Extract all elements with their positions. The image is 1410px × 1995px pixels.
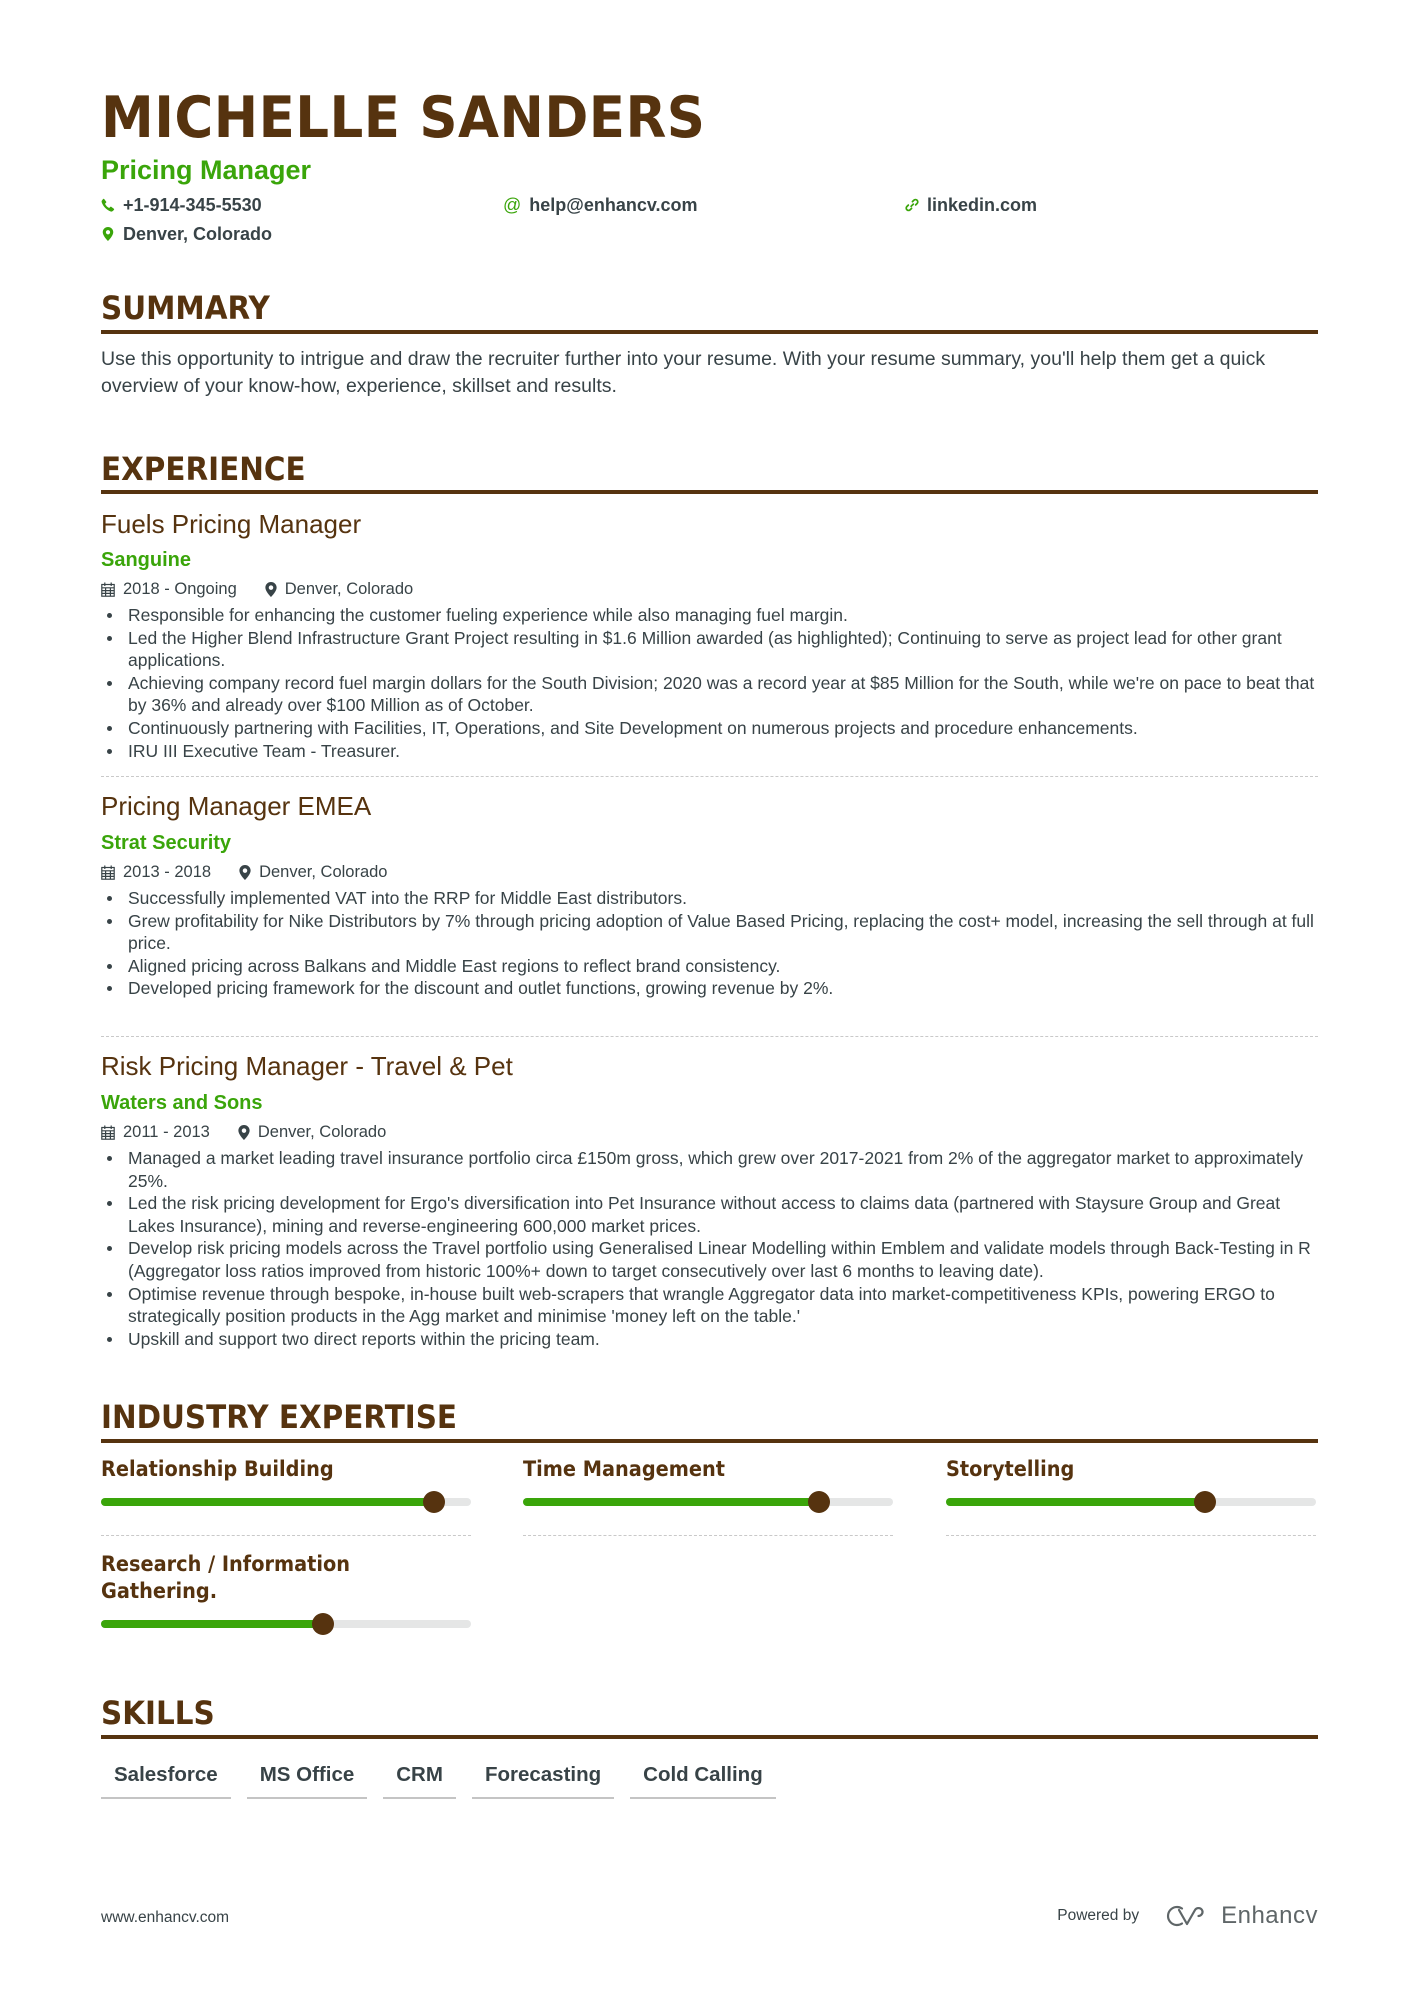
expertise-bar-fill bbox=[523, 1498, 819, 1506]
expertise-bar bbox=[101, 1620, 471, 1628]
calendar-icon bbox=[101, 582, 115, 597]
expertise-bar bbox=[946, 1498, 1316, 1506]
job-title: Risk Pricing Manager - Travel & Pet bbox=[101, 1051, 513, 1081]
location-pin-icon bbox=[238, 1125, 250, 1140]
job-meta bbox=[101, 1122, 386, 1142]
bullet-item: Continuously partnering with Facilities, IT, Operations, and Site Development on numerous projects and procedure enhancements. bbox=[101, 717, 1318, 740]
expertise-item bbox=[946, 1456, 1316, 1483]
location-pin-icon bbox=[239, 865, 251, 880]
phone-text: +1-914-345-5530 bbox=[123, 195, 262, 215]
brand-name: Enhancv bbox=[1221, 1902, 1318, 1929]
bullet-item: Successfully implemented VAT into the RRP for Middle East distributors. bbox=[101, 887, 1318, 910]
job-title: Pricing Manager EMEA bbox=[101, 791, 372, 821]
company-name: Waters and Sons bbox=[101, 1092, 263, 1114]
expertise-heading: INDUSTRY EXPERTISE bbox=[101, 1398, 458, 1436]
bullet-item: Develop risk pricing models across the Travel portfolio using Generalised Linear Modelling within Emblem and validate models through Back-Testing in R (Aggregator loss ratios improved from historic 100%+ down to target consecutively over last 6 months to leaving date). bbox=[101, 1237, 1318, 1282]
company-name: Sanguine bbox=[101, 549, 192, 571]
job-dates: 2011 - 2013 bbox=[123, 1123, 210, 1141]
job-separator bbox=[101, 1036, 1318, 1037]
candidate-name: MICHELLE SANDERS bbox=[101, 85, 706, 151]
job-location: Denver, Colorado bbox=[238, 1122, 386, 1142]
job-title: Fuels Pricing Manager bbox=[101, 509, 362, 539]
summary-text: Use this opportunity to intrigue and draw the recruiter further into your resume. With your resume summary, you'll help them get a quick overview of your know-how, experience, skillset and results. bbox=[101, 348, 1266, 397]
skill-tag: Salesforce bbox=[101, 1761, 231, 1799]
skills-heading: SKILLS bbox=[101, 1694, 215, 1732]
expertise-item bbox=[101, 1456, 471, 1483]
job-bullets bbox=[101, 604, 1318, 762]
job-meta bbox=[101, 862, 388, 882]
job-dates: 2018 - Ongoing bbox=[123, 580, 237, 598]
job-location: Denver, Colorado bbox=[265, 579, 413, 599]
bullet-item: Led the Higher Blend Infrastructure Grant Project resulting in $1.6 Million awarded (as highlighted); Continuing to serve as project lead for other grant applications. bbox=[101, 627, 1318, 672]
expertise-label-continued: Gathering. bbox=[101, 1579, 218, 1603]
expertise-label: Storytelling bbox=[946, 1457, 1075, 1481]
expertise-bar-knob bbox=[312, 1613, 334, 1635]
expertise-separator bbox=[523, 1535, 893, 1536]
job-meta bbox=[101, 579, 413, 599]
footer-branding bbox=[1057, 1902, 1318, 1930]
expertise-bar-fill bbox=[101, 1498, 434, 1506]
expertise-item bbox=[523, 1456, 893, 1483]
email-text: help@enhancv.com bbox=[529, 195, 698, 215]
expertise-divider bbox=[101, 1439, 1318, 1443]
bullet-item: Aligned pricing across Balkans and Middle East regions to reflect brand consistency. bbox=[101, 955, 1318, 978]
skill-tag: MS Office bbox=[247, 1761, 368, 1799]
summary-divider bbox=[101, 330, 1318, 334]
bullet-item: Developed pricing framework for the discount and outlet functions, growing revenue by 2%. bbox=[101, 977, 1318, 1000]
bullet-item: Achieving company record fuel margin dollars for the South Division; 2020 was a record year at $85 Million for the South, while we're on pace to beat that by 36% and already over $100 Million as of October. bbox=[101, 672, 1318, 717]
expertise-bar-knob bbox=[423, 1491, 445, 1513]
skills-divider bbox=[101, 1735, 1318, 1739]
bullet-item: Upskill and support two direct reports within the pricing team. bbox=[101, 1328, 1318, 1351]
bullet-item: Grew profitability for Nike Distributors by 7% through pricing adoption of Value Based Pricing, replacing the cost+ model, increasing the sell through at full price. bbox=[101, 910, 1318, 955]
contact-linkedin[interactable] bbox=[905, 194, 1037, 216]
expertise-item bbox=[101, 1551, 471, 1605]
expertise-bar-knob bbox=[1194, 1491, 1216, 1513]
skill-tag: Cold Calling bbox=[630, 1761, 776, 1799]
powered-by-text: Powered by bbox=[1057, 1907, 1140, 1924]
job-bullets bbox=[101, 1147, 1318, 1350]
skills-list bbox=[101, 1761, 776, 1799]
location-pin-icon bbox=[101, 227, 115, 241]
location-pin-icon bbox=[265, 582, 277, 597]
expertise-bar-knob bbox=[808, 1491, 830, 1513]
footer-website-link[interactable]: www.enhancv.com bbox=[101, 1909, 230, 1926]
contact-email[interactable] bbox=[503, 194, 698, 216]
expertise-label: Time Management bbox=[523, 1457, 725, 1481]
enhancv-logo[interactable] bbox=[1165, 1902, 1318, 1930]
expertise-bar bbox=[101, 1498, 471, 1506]
phone-icon bbox=[101, 198, 115, 212]
job-separator bbox=[101, 776, 1318, 777]
summary-heading: SUMMARY bbox=[101, 289, 270, 327]
expertise-label: Research / Information bbox=[101, 1552, 351, 1576]
experience-heading: EXPERIENCE bbox=[101, 450, 306, 488]
job-location: Denver, Colorado bbox=[239, 862, 387, 882]
bullet-item: Led the risk pricing development for Ergo's diversification into Pet Insurance without access to claims data (partnered with Staysure Group and Great Lakes Insurance), mining and reverse-engineering 600,000 market prices. bbox=[101, 1192, 1318, 1237]
expertise-bar bbox=[523, 1498, 893, 1506]
expertise-separator bbox=[101, 1535, 471, 1536]
skill-tag: CRM bbox=[383, 1761, 456, 1799]
expertise-label: Relationship Building bbox=[101, 1457, 334, 1481]
candidate-title: Pricing Manager bbox=[101, 155, 312, 185]
bullet-item: IRU III Executive Team - Treasurer. bbox=[101, 740, 1318, 763]
bullet-item: Managed a market leading travel insurance portfolio circa £150m gross, which grew over 2017-2021 from 2% of the aggregator market to approximately 25%. bbox=[101, 1147, 1318, 1192]
linkedin-text: linkedin.com bbox=[927, 195, 1038, 215]
bullet-item: Responsible for enhancing the customer fueling experience while also managing fuel margin. bbox=[101, 604, 1318, 627]
contact-phone[interactable] bbox=[101, 194, 262, 216]
link-icon bbox=[905, 198, 919, 212]
enhancv-logo-icon bbox=[1165, 1904, 1209, 1928]
calendar-icon bbox=[101, 865, 115, 880]
expertise-separator bbox=[946, 1535, 1316, 1536]
calendar-icon bbox=[101, 1125, 115, 1140]
at-icon: @ bbox=[503, 195, 522, 215]
job-bullets bbox=[101, 887, 1318, 1000]
company-name: Strat Security bbox=[101, 832, 232, 854]
expertise-bar-fill bbox=[101, 1620, 323, 1628]
bullet-item: Optimise revenue through bespoke, in-house built web-scrapers that wrangle Aggregator data into market-competitiveness KPIs, powering ERGO to strategically position products in the Agg market and minimise 'money left on the table.' bbox=[101, 1283, 1318, 1328]
skill-tag: Forecasting bbox=[472, 1761, 614, 1799]
experience-divider bbox=[101, 490, 1318, 494]
expertise-bar-fill bbox=[946, 1498, 1205, 1506]
job-dates: 2013 - 2018 bbox=[123, 863, 212, 881]
location-text: Denver, Colorado bbox=[123, 224, 273, 244]
contact-location bbox=[101, 223, 272, 245]
